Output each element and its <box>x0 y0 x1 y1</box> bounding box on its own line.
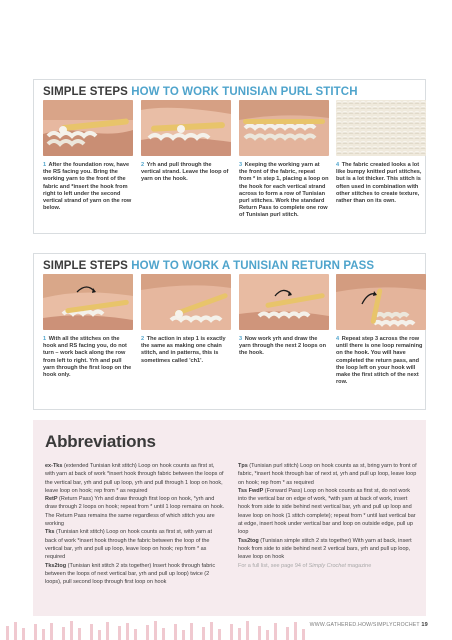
purl-step-2-photo <box>141 100 231 156</box>
purl-title-main: HOW TO WORK TUNISIAN PURL STITCH <box>131 86 358 98</box>
purl-step-2 <box>141 100 231 184</box>
abbr-entry: Tks (Tunisian knit stitch) Loop on hook counts as first st, with yarn at back of work *insert hook through the fabric between the loop of the vertical bar, yrh and pull up loop, leave loop on hook; rep from * as required <box>45 529 213 561</box>
purl-step-4 <box>336 100 426 205</box>
page-number: 19 <box>421 622 428 628</box>
purl-step-2-caption: 2 Yrh and pull through the vertical strand. Leave the loop of yarn on the hook. <box>141 162 229 183</box>
return-step-4 <box>336 274 426 386</box>
hook-yarn-photo <box>141 100 231 156</box>
purl-step-3-caption: 3 Keeping the working yarn at the front of the fabric, repeat from * in step 1, placing a loop on the hook for each vertical strand across to form a row of Tunisian purl stitches. Work the standard Return Pass to complete one row of Tunisian purl stitch. <box>239 162 329 219</box>
abbr-entry: Tps (Tunisian purl stitch) Loop on hook counts as st, bring yarn to front of fabric, *insert hook through bar of next st, yrh and pull up loop, leave loop on hook; rep from * as required <box>238 463 417 486</box>
knitted-fabric-photo <box>336 100 426 156</box>
return-title-prefix: SIMPLE STEPS <box>43 260 128 272</box>
return-step-2-caption: 2 The action in step 1 is exactly the same as making one chain stitch, and in patterns, this is sometimes called 'ch1'. <box>141 336 226 364</box>
purl-panel-title <box>43 86 358 98</box>
return-step-4-caption: 4 Repeat step 3 across the row until there is one loop remaining on the hook. You will have completed the return pass, and the loop left on your hook will make the first stitch of the next row. <box>336 336 423 386</box>
return-step-3 <box>239 274 329 358</box>
return-step-3-photo <box>239 274 329 330</box>
purl-step-4-photo <box>336 100 426 156</box>
purl-step-3 <box>239 100 329 220</box>
return-step-2-photo <box>141 274 231 330</box>
return-step-1 <box>43 274 133 379</box>
hook-yarn-photo <box>43 100 133 156</box>
hook-yarn-photo <box>141 274 231 330</box>
hook-yarn-photo <box>336 274 426 330</box>
purl-stitch-panel <box>33 79 426 234</box>
purl-step-4-caption: 4 The fabric created looks a lot like bumpy knitted purl stitches, but is a lot thicker. This stitch is often used in combination with other stitches to create texture, rather than on its own. <box>336 162 422 205</box>
abbreviations-left-column <box>45 462 225 586</box>
abbr-reference-note: For a full list, see page 94 of Simply Crochet magazine <box>238 562 372 569</box>
return-step-1-photo <box>43 274 133 330</box>
return-step-4-photo <box>336 274 426 330</box>
abbr-entry: Tks2tog (Tunisian knit stitch 2 sts together) Insert hook through fabric between the loops of next vertical bar, yrh and pull up loop) twice (2 loops), pull second loop through first loop on hook <box>45 562 216 586</box>
abbreviations-right-column <box>238 462 418 570</box>
abbr-entry: Tss FwdP (Forward Pass) Loop on hook counts as first st, do not work into the vertical bar on edge of work, *with yarn at back of work, insert hook from side to side behind next vertical bar, yrh and pull up loop and leave loop on hook (1 stitch complete); repeat from * until last vertical bar at edge, insert hook under vertical bar and loop on outside edge, pull up loop <box>238 487 416 536</box>
abbreviations-box <box>33 420 426 616</box>
return-title-main: HOW TO WORK A TUNISIAN RETURN PASS <box>131 260 375 272</box>
abbr-entry: ex-Tks (extended Tunisian knit stitch) Loop on hook counts as first st, with yarn at back of work *insert hook through fabric between the loops of the vertical bar, yrh and pull up loop, yrh and pull through 1 loop on hook, leave loop on hook; rep from * as required <box>45 463 224 494</box>
purl-title-prefix: SIMPLE STEPS <box>43 86 128 98</box>
hook-yarn-photo <box>239 100 329 156</box>
abbr-entry: Tss2tog (Tunisian simple stitch 2 sts together) With yarn at back, insert hook from side to side behind next 2 vertical bars, yrh and pull up loop, leave loop on hook <box>238 537 412 561</box>
footer-site: WWW.GATHERED.HOW/SIMPLYCROCHET <box>309 622 420 628</box>
abbreviations-title: Abbreviations <box>45 432 156 451</box>
return-panel-title <box>43 260 374 272</box>
purl-step-1 <box>43 100 133 212</box>
abbr-entry: RetP (Return Pass) Yrh and draw through first loop on hook, *yrh and draw through 2 loops on hook; repeat from * until 1 loop remains on hook. The Return Pass remains the same regardless of which stitch you are working <box>45 496 225 528</box>
purl-step-3-photo <box>239 100 329 156</box>
return-pass-panel <box>33 253 426 410</box>
purl-step-1-photo <box>43 100 133 156</box>
purl-step-1-caption: 1 After the foundation row, have the RS facing you. Bring the working yarn to the front of the fabric and *insert the hook from right to left under the second vertical strand of yarn on the row below. <box>43 162 132 212</box>
footer <box>310 622 428 628</box>
return-step-3-caption: 3 Now work yrh and draw the yarn through the next 2 loops on the hook. <box>239 336 327 357</box>
return-step-1-caption: 1 With all the stitches on the hook and RS facing you, do not turn – work back along the row from left to right. Yrh and pull yarn through the first loop on the hook only. <box>43 336 132 379</box>
hook-yarn-photo <box>43 274 133 330</box>
return-step-2 <box>141 274 231 365</box>
hook-yarn-photo <box>239 274 329 330</box>
